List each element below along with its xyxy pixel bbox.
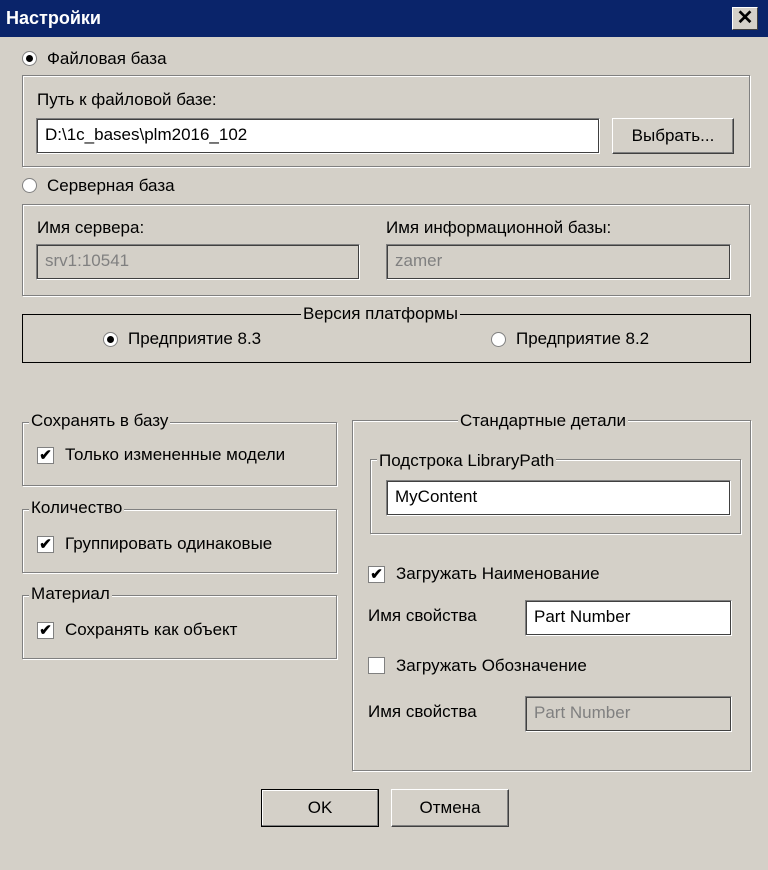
- standard-parts-legend: Стандартные детали: [460, 411, 627, 430]
- server-name-label: Имя сервера:: [37, 218, 145, 237]
- load-name-checkbox[interactable]: [368, 566, 385, 583]
- close-icon: ✕: [736, 7, 754, 29]
- path-label: Путь к файловой базе:: [37, 90, 217, 109]
- title-bar: [0, 0, 768, 37]
- group-same-label: Группировать одинаковые: [65, 534, 273, 553]
- platform-82-label: Предприятие 8.2: [516, 329, 650, 348]
- infobase-name-input[interactable]: zamer: [386, 244, 731, 280]
- quantity-legend: Количество: [31, 498, 123, 517]
- ok-button[interactable]: OK: [261, 789, 379, 827]
- library-path-legend: Подстрока LibraryPath: [379, 451, 555, 470]
- load-designation-label: Загружать Обозначение: [396, 656, 587, 675]
- infobase-name-label: Имя информационной базы:: [386, 218, 612, 237]
- property-name-input-2[interactable]: Part Number: [525, 696, 732, 732]
- browse-button[interactable]: Выбрать...: [612, 118, 734, 154]
- cancel-button[interactable]: Отмена: [391, 789, 509, 827]
- property-name-label-2: Имя свойства: [368, 702, 477, 721]
- property-name-input-1[interactable]: Part Number: [525, 600, 732, 636]
- save-to-base-legend: Сохранять в базу: [31, 411, 169, 430]
- checkmark-icon: ✔: [370, 566, 383, 583]
- checkmark-icon: ✔: [39, 622, 52, 639]
- save-as-object-checkbox[interactable]: [37, 622, 54, 639]
- server-base-radio[interactable]: [22, 178, 37, 193]
- file-base-label: Файловая база: [47, 49, 167, 68]
- only-changed-checkbox[interactable]: [37, 447, 54, 464]
- server-base-label: Серверная база: [47, 176, 175, 195]
- platform-83-label: Предприятие 8.3: [128, 329, 262, 348]
- load-name-label: Загружать Наименование: [396, 564, 600, 583]
- window-title: Настройки: [6, 8, 101, 28]
- library-path-input[interactable]: MyContent: [386, 480, 731, 516]
- checkmark-icon: ✔: [39, 536, 52, 553]
- close-button[interactable]: [732, 7, 758, 30]
- material-legend: Материал: [31, 584, 110, 603]
- only-changed-label: Только измененные модели: [65, 445, 286, 464]
- file-base-radio[interactable]: [22, 51, 37, 66]
- save-as-object-label: Сохранять как объект: [65, 620, 238, 639]
- load-designation-checkbox[interactable]: [368, 657, 385, 674]
- platform-82-radio[interactable]: [491, 332, 506, 347]
- platform-legend: Версия платформы: [303, 304, 458, 323]
- path-input[interactable]: D:\1c_bases\plm2016_102: [36, 118, 600, 154]
- property-name-label-1: Имя свойства: [368, 606, 477, 625]
- server-name-input[interactable]: srv1:10541: [36, 244, 360, 280]
- platform-83-radio[interactable]: [103, 332, 118, 347]
- checkmark-icon: ✔: [39, 447, 52, 464]
- group-same-checkbox[interactable]: [37, 536, 54, 553]
